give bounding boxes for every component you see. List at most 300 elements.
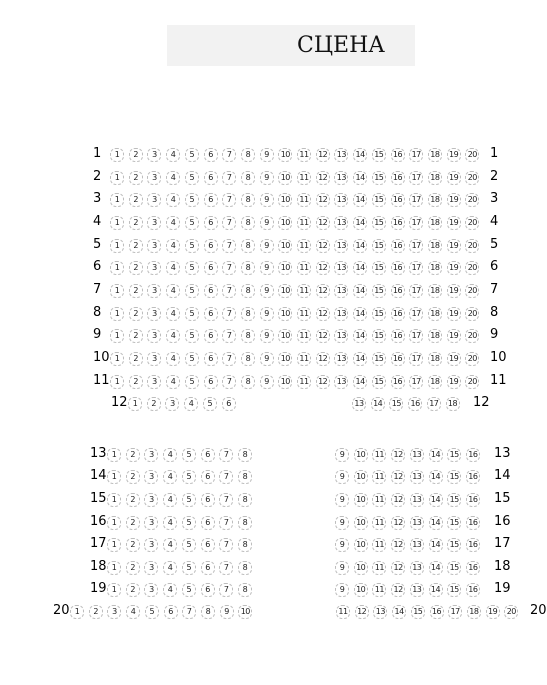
seat[interactable]: 10 [354, 516, 368, 530]
seat[interactable]: 17 [409, 352, 423, 366]
seat[interactable]: 11 [297, 171, 311, 185]
seat[interactable]: 2 [147, 397, 161, 411]
seat[interactable]: 15 [372, 284, 386, 298]
seat[interactable]: 12 [316, 193, 330, 207]
seat[interactable]: 9 [260, 329, 274, 343]
seat[interactable]: 12 [391, 561, 405, 575]
seat[interactable]: 1 [110, 148, 124, 162]
seat[interactable]: 3 [147, 352, 161, 366]
seat[interactable]: 6 [204, 171, 218, 185]
seat[interactable]: 11 [372, 561, 386, 575]
seat[interactable]: 2 [129, 171, 143, 185]
seat[interactable]: 7 [219, 561, 233, 575]
seat[interactable]: 8 [241, 375, 255, 389]
seat[interactable]: 5 [182, 493, 196, 507]
seat[interactable]: 10 [278, 148, 292, 162]
seat[interactable]: 17 [409, 284, 423, 298]
seat[interactable]: 18 [428, 284, 442, 298]
seat[interactable]: 5 [182, 538, 196, 552]
seat[interactable]: 5 [185, 329, 199, 343]
seat[interactable]: 17 [409, 193, 423, 207]
seat[interactable]: 16 [391, 352, 405, 366]
seat[interactable]: 3 [147, 148, 161, 162]
seat[interactable]: 2 [126, 538, 140, 552]
seat[interactable]: 16 [466, 493, 480, 507]
seat[interactable]: 9 [260, 352, 274, 366]
seat[interactable]: 12 [316, 284, 330, 298]
seat[interactable]: 14 [429, 516, 443, 530]
seat[interactable]: 20 [465, 171, 479, 185]
seat[interactable]: 1 [107, 470, 121, 484]
seat[interactable]: 18 [428, 307, 442, 321]
seat[interactable]: 3 [165, 397, 179, 411]
seat[interactable]: 7 [222, 307, 236, 321]
seat[interactable]: 14 [429, 561, 443, 575]
seat[interactable]: 3 [144, 561, 158, 575]
seat[interactable]: 20 [465, 352, 479, 366]
seat[interactable]: 1 [110, 375, 124, 389]
seat[interactable]: 12 [391, 538, 405, 552]
seat[interactable]: 4 [166, 375, 180, 389]
seat[interactable]: 9 [335, 583, 349, 597]
seat[interactable]: 8 [241, 284, 255, 298]
seat[interactable]: 7 [219, 493, 233, 507]
seat[interactable]: 7 [222, 148, 236, 162]
seat[interactable]: 8 [241, 216, 255, 230]
seat[interactable]: 1 [110, 352, 124, 366]
seat[interactable]: 10 [354, 538, 368, 552]
seat[interactable]: 14 [353, 352, 367, 366]
seat[interactable]: 15 [372, 329, 386, 343]
seat[interactable]: 6 [204, 193, 218, 207]
seat[interactable]: 7 [219, 470, 233, 484]
seat[interactable]: 11 [297, 375, 311, 389]
seat[interactable]: 9 [335, 470, 349, 484]
seat[interactable]: 6 [201, 516, 215, 530]
seat[interactable]: 1 [110, 193, 124, 207]
seat[interactable]: 10 [278, 261, 292, 275]
seat[interactable]: 15 [372, 375, 386, 389]
seat[interactable]: 1 [107, 493, 121, 507]
seat[interactable]: 18 [428, 148, 442, 162]
seat[interactable]: 5 [185, 239, 199, 253]
seat[interactable]: 6 [201, 561, 215, 575]
seat[interactable]: 16 [466, 561, 480, 575]
seat[interactable]: 12 [391, 470, 405, 484]
seat[interactable]: 18 [428, 329, 442, 343]
seat[interactable]: 19 [447, 261, 461, 275]
seat[interactable]: 13 [334, 148, 348, 162]
seat[interactable]: 12 [391, 493, 405, 507]
seat[interactable]: 15 [372, 148, 386, 162]
seat[interactable]: 12 [316, 329, 330, 343]
seat[interactable]: 6 [201, 493, 215, 507]
seat[interactable]: 2 [126, 493, 140, 507]
seat[interactable]: 11 [297, 239, 311, 253]
seat[interactable]: 12 [391, 583, 405, 597]
seat[interactable]: 11 [372, 470, 386, 484]
seat[interactable]: 14 [353, 307, 367, 321]
seat[interactable]: 19 [447, 329, 461, 343]
seat[interactable]: 5 [145, 605, 159, 619]
seat[interactable]: 16 [430, 605, 444, 619]
seat[interactable]: 20 [465, 148, 479, 162]
seat[interactable]: 20 [465, 239, 479, 253]
seat[interactable]: 14 [429, 470, 443, 484]
seat[interactable]: 17 [409, 148, 423, 162]
seat[interactable]: 5 [185, 307, 199, 321]
seat[interactable]: 16 [408, 397, 422, 411]
seat[interactable]: 5 [185, 148, 199, 162]
seat[interactable]: 19 [447, 216, 461, 230]
seat[interactable]: 8 [238, 448, 252, 462]
seat[interactable]: 13 [334, 352, 348, 366]
seat[interactable]: 15 [411, 605, 425, 619]
seat[interactable]: 4 [184, 397, 198, 411]
seat[interactable]: 19 [447, 171, 461, 185]
seat[interactable]: 10 [278, 193, 292, 207]
seat[interactable]: 4 [163, 448, 177, 462]
seat[interactable]: 12 [316, 171, 330, 185]
seat[interactable]: 8 [241, 193, 255, 207]
seat[interactable]: 20 [465, 193, 479, 207]
seat[interactable]: 8 [238, 470, 252, 484]
seat[interactable]: 16 [391, 261, 405, 275]
seat[interactable]: 6 [204, 239, 218, 253]
seat[interactable]: 14 [429, 493, 443, 507]
seat[interactable]: 11 [372, 493, 386, 507]
seat[interactable]: 9 [260, 171, 274, 185]
seat[interactable]: 4 [166, 307, 180, 321]
seat[interactable]: 9 [260, 239, 274, 253]
seat[interactable]: 13 [410, 493, 424, 507]
seat[interactable]: 11 [297, 352, 311, 366]
seat[interactable]: 18 [428, 193, 442, 207]
seat[interactable]: 5 [185, 284, 199, 298]
seat[interactable]: 9 [260, 284, 274, 298]
seat[interactable]: 19 [447, 284, 461, 298]
seat[interactable]: 11 [372, 538, 386, 552]
seat[interactable]: 4 [163, 583, 177, 597]
seat[interactable]: 12 [355, 605, 369, 619]
seat[interactable]: 9 [260, 193, 274, 207]
seat[interactable]: 6 [204, 307, 218, 321]
seat[interactable]: 9 [335, 516, 349, 530]
seat[interactable]: 5 [185, 352, 199, 366]
seat[interactable]: 4 [166, 261, 180, 275]
seat[interactable]: 2 [129, 239, 143, 253]
seat[interactable]: 13 [410, 470, 424, 484]
seat[interactable]: 5 [185, 193, 199, 207]
seat[interactable]: 1 [70, 605, 84, 619]
seat[interactable]: 5 [203, 397, 217, 411]
seat[interactable]: 15 [447, 448, 461, 462]
seat[interactable]: 6 [201, 583, 215, 597]
seat[interactable]: 17 [427, 397, 441, 411]
seat[interactable]: 9 [260, 148, 274, 162]
seat[interactable]: 10 [354, 561, 368, 575]
seat[interactable]: 1 [110, 329, 124, 343]
seat[interactable]: 2 [129, 193, 143, 207]
seat[interactable]: 6 [204, 284, 218, 298]
seat[interactable]: 3 [144, 538, 158, 552]
seat[interactable]: 8 [201, 605, 215, 619]
seat[interactable]: 4 [126, 605, 140, 619]
seat[interactable]: 13 [334, 193, 348, 207]
seat[interactable]: 17 [409, 239, 423, 253]
seat[interactable]: 7 [219, 448, 233, 462]
seat[interactable]: 10 [278, 329, 292, 343]
seat[interactable]: 6 [204, 375, 218, 389]
seat[interactable]: 3 [147, 261, 161, 275]
seat[interactable]: 1 [107, 561, 121, 575]
seat[interactable]: 16 [466, 448, 480, 462]
seat[interactable]: 16 [391, 216, 405, 230]
seat[interactable]: 8 [238, 538, 252, 552]
seat[interactable]: 9 [260, 307, 274, 321]
seat[interactable]: 19 [447, 239, 461, 253]
seat[interactable]: 4 [163, 561, 177, 575]
seat[interactable]: 14 [429, 448, 443, 462]
seat[interactable]: 11 [297, 216, 311, 230]
seat[interactable]: 14 [353, 193, 367, 207]
seat[interactable]: 13 [334, 329, 348, 343]
seat[interactable]: 8 [238, 516, 252, 530]
seat[interactable]: 12 [316, 216, 330, 230]
seat[interactable]: 16 [391, 171, 405, 185]
seat[interactable]: 3 [147, 284, 161, 298]
seat[interactable]: 18 [467, 605, 481, 619]
seat[interactable]: 15 [447, 516, 461, 530]
seat[interactable]: 12 [391, 516, 405, 530]
seat[interactable]: 19 [447, 375, 461, 389]
seat[interactable]: 12 [316, 352, 330, 366]
seat[interactable]: 6 [204, 148, 218, 162]
seat[interactable]: 8 [241, 148, 255, 162]
seat[interactable]: 7 [222, 193, 236, 207]
seat[interactable]: 14 [429, 538, 443, 552]
seat[interactable]: 13 [334, 261, 348, 275]
seat[interactable]: 4 [163, 516, 177, 530]
seat[interactable]: 10 [354, 448, 368, 462]
seat[interactable]: 17 [409, 171, 423, 185]
seat[interactable]: 16 [466, 538, 480, 552]
seat[interactable]: 8 [238, 583, 252, 597]
seat[interactable]: 8 [241, 261, 255, 275]
seat[interactable]: 14 [353, 329, 367, 343]
seat[interactable]: 3 [147, 329, 161, 343]
seat[interactable]: 13 [334, 216, 348, 230]
seat[interactable]: 10 [278, 352, 292, 366]
seat[interactable]: 1 [110, 307, 124, 321]
seat[interactable]: 3 [147, 307, 161, 321]
seat[interactable]: 8 [238, 561, 252, 575]
seat[interactable]: 4 [166, 329, 180, 343]
seat[interactable]: 20 [465, 307, 479, 321]
seat[interactable]: 20 [465, 261, 479, 275]
seat[interactable]: 16 [391, 284, 405, 298]
seat[interactable]: 9 [220, 605, 234, 619]
seat[interactable]: 1 [110, 216, 124, 230]
seat[interactable]: 11 [336, 605, 350, 619]
seat[interactable]: 15 [372, 261, 386, 275]
seat[interactable]: 15 [372, 352, 386, 366]
seat[interactable]: 17 [409, 329, 423, 343]
seat[interactable]: 14 [353, 375, 367, 389]
seat[interactable]: 18 [428, 171, 442, 185]
seat[interactable]: 11 [297, 148, 311, 162]
seat[interactable]: 4 [166, 216, 180, 230]
seat[interactable]: 3 [144, 493, 158, 507]
seat[interactable]: 14 [353, 239, 367, 253]
seat[interactable]: 15 [372, 307, 386, 321]
seat[interactable]: 9 [335, 561, 349, 575]
seat[interactable]: 3 [107, 605, 121, 619]
seat[interactable]: 9 [335, 448, 349, 462]
seat[interactable]: 8 [241, 352, 255, 366]
seat[interactable]: 2 [126, 448, 140, 462]
seat[interactable]: 3 [147, 193, 161, 207]
seat[interactable]: 9 [260, 375, 274, 389]
seat[interactable]: 8 [241, 329, 255, 343]
seat[interactable]: 11 [297, 261, 311, 275]
seat[interactable]: 6 [201, 448, 215, 462]
seat[interactable]: 1 [107, 516, 121, 530]
seat[interactable]: 4 [166, 284, 180, 298]
seat[interactable]: 9 [335, 538, 349, 552]
seat[interactable]: 14 [353, 261, 367, 275]
seat[interactable]: 7 [222, 171, 236, 185]
seat[interactable]: 16 [466, 470, 480, 484]
seat[interactable]: 2 [129, 261, 143, 275]
seat[interactable]: 15 [389, 397, 403, 411]
seat[interactable]: 15 [372, 171, 386, 185]
seat[interactable]: 1 [110, 239, 124, 253]
seat[interactable]: 15 [447, 493, 461, 507]
seat[interactable]: 13 [334, 375, 348, 389]
seat[interactable]: 16 [391, 307, 405, 321]
seat[interactable]: 10 [278, 216, 292, 230]
seat[interactable]: 8 [241, 239, 255, 253]
seat[interactable]: 13 [410, 561, 424, 575]
seat[interactable]: 2 [129, 284, 143, 298]
seat[interactable]: 10 [278, 171, 292, 185]
seat[interactable]: 4 [163, 470, 177, 484]
seat[interactable]: 11 [372, 583, 386, 597]
seat[interactable]: 11 [297, 307, 311, 321]
seat[interactable]: 4 [166, 352, 180, 366]
seat[interactable]: 7 [222, 329, 236, 343]
seat[interactable]: 18 [428, 216, 442, 230]
seat[interactable]: 4 [163, 493, 177, 507]
seat[interactable]: 3 [144, 470, 158, 484]
seat[interactable]: 14 [353, 216, 367, 230]
seat[interactable]: 1 [110, 261, 124, 275]
seat[interactable]: 19 [447, 148, 461, 162]
seat[interactable]: 5 [185, 171, 199, 185]
seat[interactable]: 5 [182, 470, 196, 484]
seat[interactable]: 9 [260, 216, 274, 230]
seat[interactable]: 5 [185, 375, 199, 389]
seat[interactable]: 1 [110, 171, 124, 185]
seat[interactable]: 5 [182, 561, 196, 575]
seat[interactable]: 2 [126, 516, 140, 530]
seat[interactable]: 13 [410, 538, 424, 552]
seat[interactable]: 10 [278, 239, 292, 253]
seat[interactable]: 12 [316, 375, 330, 389]
seat[interactable]: 19 [447, 307, 461, 321]
seat[interactable]: 18 [428, 239, 442, 253]
seat[interactable]: 1 [128, 397, 142, 411]
seat[interactable]: 2 [129, 148, 143, 162]
seat[interactable]: 4 [166, 148, 180, 162]
seat[interactable]: 2 [129, 329, 143, 343]
seat[interactable]: 11 [372, 448, 386, 462]
seat[interactable]: 10 [354, 493, 368, 507]
seat[interactable]: 16 [391, 148, 405, 162]
seat[interactable]: 17 [409, 307, 423, 321]
seat[interactable]: 17 [409, 261, 423, 275]
seat[interactable]: 2 [89, 605, 103, 619]
seat[interactable]: 9 [260, 261, 274, 275]
seat[interactable]: 13 [410, 448, 424, 462]
seat[interactable]: 7 [219, 538, 233, 552]
seat[interactable]: 4 [166, 171, 180, 185]
seat[interactable]: 5 [182, 516, 196, 530]
seat[interactable]: 13 [334, 307, 348, 321]
seat[interactable]: 1 [107, 538, 121, 552]
seat[interactable]: 11 [297, 284, 311, 298]
seat[interactable]: 1 [107, 448, 121, 462]
seat[interactable]: 14 [353, 284, 367, 298]
seat[interactable]: 9 [335, 493, 349, 507]
seat[interactable]: 14 [371, 397, 385, 411]
seat[interactable]: 8 [241, 307, 255, 321]
seat[interactable]: 12 [316, 148, 330, 162]
seat[interactable]: 13 [334, 239, 348, 253]
seat[interactable]: 16 [391, 193, 405, 207]
seat[interactable]: 7 [222, 216, 236, 230]
seat[interactable]: 6 [222, 397, 236, 411]
seat[interactable]: 4 [166, 193, 180, 207]
seat[interactable]: 7 [222, 375, 236, 389]
seat[interactable]: 6 [201, 538, 215, 552]
seat[interactable]: 6 [164, 605, 178, 619]
seat[interactable]: 3 [147, 171, 161, 185]
seat[interactable]: 2 [126, 583, 140, 597]
seat[interactable]: 16 [466, 516, 480, 530]
seat[interactable]: 6 [204, 352, 218, 366]
seat[interactable]: 12 [316, 307, 330, 321]
seat[interactable]: 2 [129, 375, 143, 389]
seat[interactable]: 13 [410, 583, 424, 597]
seat[interactable]: 13 [334, 284, 348, 298]
seat[interactable]: 5 [182, 583, 196, 597]
seat[interactable]: 2 [129, 352, 143, 366]
seat[interactable]: 20 [465, 216, 479, 230]
seat[interactable]: 15 [372, 193, 386, 207]
seat[interactable]: 2 [129, 307, 143, 321]
seat[interactable]: 7 [222, 352, 236, 366]
seat[interactable]: 3 [144, 448, 158, 462]
seat[interactable]: 4 [163, 538, 177, 552]
seat[interactable]: 5 [185, 216, 199, 230]
seat[interactable]: 13 [352, 397, 366, 411]
seat[interactable]: 7 [219, 583, 233, 597]
seat[interactable]: 3 [147, 216, 161, 230]
seat[interactable]: 1 [107, 583, 121, 597]
seat[interactable]: 15 [447, 583, 461, 597]
